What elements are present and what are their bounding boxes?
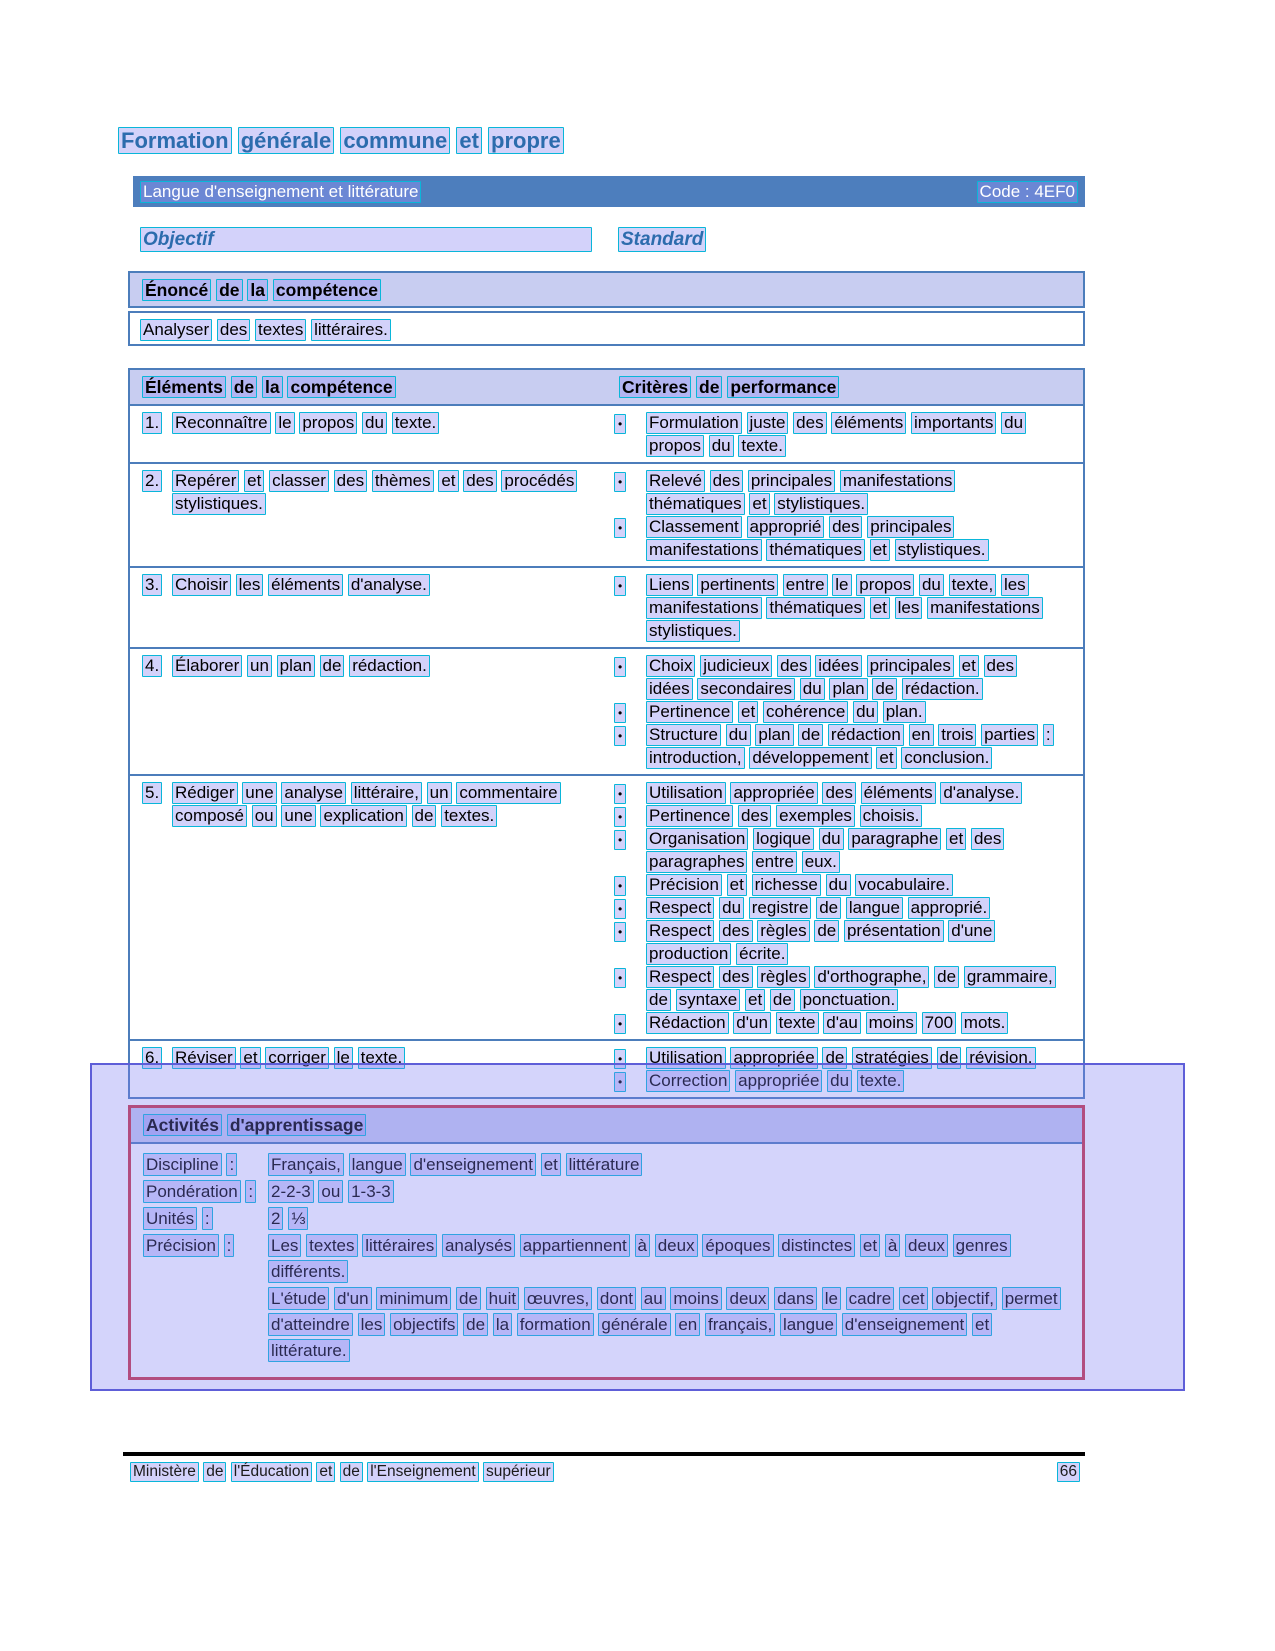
enonce-header-label: Énoncé de la compétence: [142, 280, 381, 300]
element-text: Choisir les éléments d'analyse.: [172, 573, 612, 596]
criterion: [612, 1011, 1056, 1034]
bullet-icon: •: [614, 703, 626, 723]
activity-value: Français, langue d'enseignement et littérature: [268, 1152, 1066, 1178]
competence-row-3: [130, 566, 1083, 647]
activity-row-ponderation: [143, 1179, 1066, 1205]
criterion: [612, 723, 1056, 769]
element-number: 3.: [142, 573, 172, 596]
element-cell: [130, 781, 612, 1034]
bullet-icon: •: [614, 1049, 626, 1069]
competence-row-1: [130, 406, 1083, 462]
criterion: [612, 804, 1056, 827]
element-cell: [130, 573, 612, 642]
criterion: [612, 965, 1056, 1011]
criterion: [612, 873, 1056, 896]
bullet-icon: •: [614, 876, 626, 896]
activities-table: [128, 1105, 1085, 1380]
activity-value: 2-2-3 ou 1-3-3: [268, 1179, 1066, 1205]
activity-label: Unités :: [143, 1206, 268, 1232]
criterion-text: Choix judicieux des idées principales et des idées secondaires du plan de rédaction.: [646, 654, 1056, 700]
bullet-icon: •: [614, 784, 626, 804]
bullet-icon: •: [614, 472, 626, 492]
bullet-icon: •: [614, 922, 626, 942]
bullet-icon: •: [614, 1014, 626, 1034]
competence-row-2: [130, 462, 1083, 566]
element-cell: [130, 469, 612, 561]
page-number: 66: [1057, 1461, 1080, 1482]
element-text: Repérer et classer des thèmes et des procédés stylistiques.: [172, 469, 612, 515]
criterion-text: Respect des règles de présentation d'une production écrite.: [646, 919, 1056, 965]
criterion: [612, 515, 1056, 561]
activity-row-note: [143, 1286, 1066, 1364]
page-title: Formation générale commune et propre: [118, 127, 564, 155]
criterion-text: Respect des règles d'orthographe, de grammaire, de syntaxe et de ponctuation.: [646, 965, 1056, 1011]
criterion: [612, 919, 1056, 965]
element-number: 4.: [142, 654, 172, 677]
element-cell: [130, 654, 612, 769]
criteria-cell: [612, 1046, 1083, 1092]
criterion: [612, 896, 1056, 919]
activity-label: Discipline :: [143, 1152, 268, 1178]
activity-label-spacer: [143, 1286, 268, 1364]
criterion: [612, 411, 1056, 457]
criteria-cell: [612, 411, 1083, 457]
criteria-cell: [612, 781, 1083, 1034]
criterion-text: Correction appropriée du texte.: [646, 1069, 1056, 1092]
competence-row-5: [130, 774, 1083, 1039]
criterion-text: Précision et richesse du vocabulaire.: [646, 873, 1056, 896]
criteria-cell: [612, 573, 1083, 642]
activity-row-precision: [143, 1233, 1066, 1285]
activity-value: Les textes littéraires analysés appartiennent à deux époques distinctes et à deux genres différents.: [268, 1233, 1066, 1285]
activity-label: Précision :: [143, 1233, 268, 1285]
criterion-text: Utilisation appropriée de stratégies de révision.: [646, 1046, 1056, 1069]
criterion-text: Formulation juste des éléments importants du propos du texte.: [646, 411, 1056, 457]
col-header-criteres: Critères de performance: [619, 376, 1083, 404]
activities-header-label: Activités d'apprentissage: [143, 1115, 366, 1135]
bullet-icon: •: [614, 726, 626, 746]
criterion: [612, 1046, 1056, 1069]
activity-note-text: L'étude d'un minimum de huit œuvres, dont au moins deux dans le cadre cet objectif, permet d'atteindre les objectifs de la formation générale en français, langue d'enseignement et littérature.: [268, 1286, 1066, 1364]
criterion: [612, 700, 1056, 723]
criterion-text: Pertinence des exemples choisis.: [646, 804, 1056, 827]
element-text: Reconnaître le propos du texte.: [172, 411, 612, 434]
bullet-icon: •: [614, 414, 626, 434]
criterion-text: Liens pertinents entre le propos du texte, les manifestations thématiques et les manifestations stylistiques.: [646, 573, 1056, 642]
header-bar: [133, 176, 1085, 207]
bullet-icon: •: [614, 518, 626, 538]
activity-row-unites: [143, 1206, 1066, 1232]
element-number: 1.: [142, 411, 172, 434]
element-text: Élaborer un plan de rédaction.: [172, 654, 612, 677]
competence-row-6: [130, 1039, 1083, 1097]
element-text: Réviser et corriger le texte.: [172, 1046, 612, 1069]
element-text: Rédiger une analyse littéraire, un commentaire composé ou une explication de textes.: [172, 781, 612, 827]
course-name: Langue d'enseignement et littérature: [140, 181, 421, 203]
footer: [130, 1461, 1080, 1482]
criterion-text: Rédaction d'un texte d'au moins 700 mots.: [646, 1011, 1056, 1034]
criterion: [612, 827, 1056, 873]
footer-divider: [123, 1452, 1085, 1456]
criterion-text: Respect du registre de langue approprié.: [646, 896, 1056, 919]
activity-row-discipline: [143, 1152, 1066, 1178]
bullet-icon: •: [614, 807, 626, 827]
bullet-icon: •: [614, 899, 626, 919]
competence-header-row: [130, 370, 1083, 406]
element-cell: [130, 1046, 612, 1092]
competence-row-4: [130, 647, 1083, 774]
activities-body: [131, 1144, 1082, 1377]
criterion-text: Utilisation appropriée des éléments d'analyse.: [646, 781, 1056, 804]
bullet-icon: •: [614, 576, 626, 596]
criterion: [612, 654, 1056, 700]
criterion-text: Organisation logique du paragraphe et des paragraphes entre eux.: [646, 827, 1056, 873]
activities-header: [131, 1108, 1082, 1144]
criterion: [612, 1069, 1056, 1092]
col-header-elements: Éléments de la compétence: [142, 376, 619, 404]
criterion-text: Pertinence et cohérence du plan.: [646, 700, 1056, 723]
activity-label: Pondération :: [143, 1179, 268, 1205]
element-cell: [130, 411, 612, 457]
bullet-icon: •: [614, 968, 626, 988]
criterion: [612, 781, 1056, 804]
enonce-body: [128, 311, 1085, 346]
enonce-body-text: Analyser des textes littéraires.: [140, 320, 391, 339]
objectif-heading: Objectif: [140, 227, 592, 252]
criterion-text: Relevé des principales manifestations thématiques et stylistiques.: [646, 469, 1056, 515]
competence-table: [128, 368, 1085, 1099]
bullet-icon: •: [614, 1072, 626, 1092]
criteria-cell: [612, 654, 1083, 769]
criteria-cell: [612, 469, 1083, 561]
bullet-icon: •: [614, 830, 626, 850]
element-number: 6.: [142, 1046, 172, 1069]
footer-ministry-text: Ministère de l'Éducation et de l'Enseignement supérieur: [130, 1461, 554, 1482]
criterion-text: Classement approprié des principales manifestations thématiques et stylistiques.: [646, 515, 1056, 561]
criterion: [612, 469, 1056, 515]
element-number: 2.: [142, 469, 172, 492]
enonce-header: [128, 271, 1085, 308]
section-headings: [140, 227, 1085, 257]
criterion: [612, 573, 1056, 642]
course-code: Code : 4EF0: [977, 181, 1078, 203]
bullet-icon: •: [614, 657, 626, 677]
element-number: 5.: [142, 781, 172, 804]
standard-heading: Standard: [618, 227, 706, 252]
activity-value: 2 ⅓: [268, 1206, 1066, 1232]
criterion-text: Structure du plan de rédaction en trois parties : introduction, développement et conclusion.: [646, 723, 1056, 769]
